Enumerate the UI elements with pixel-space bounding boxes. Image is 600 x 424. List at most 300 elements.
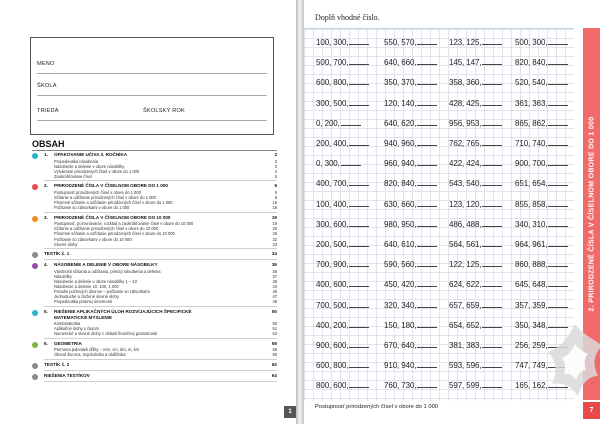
- sequence-numbers: 150, 180,: [384, 320, 417, 330]
- answer-blank[interactable]: [482, 99, 502, 106]
- sequence-numbers: 980, 950,: [384, 219, 417, 229]
- section-number: 2.: [44, 183, 48, 189]
- answer-blank[interactable]: [417, 179, 437, 186]
- sequence-numbers: 357, 359,: [515, 300, 548, 310]
- answer-blank[interactable]: [482, 139, 502, 146]
- sequence-exercise: [384, 280, 437, 289]
- sequence-numbers: 381, 383,: [449, 341, 482, 350]
- answer-blank[interactable]: [482, 260, 502, 267]
- answer-blank[interactable]: [349, 301, 369, 308]
- answer-blank[interactable]: [548, 179, 568, 186]
- sequence-exercise: [384, 58, 437, 67]
- answer-blank[interactable]: [548, 139, 568, 146]
- answer-blank[interactable]: [548, 99, 568, 106]
- sequence-exercise: [449, 341, 502, 350]
- toc-item-page: 43: [272, 284, 277, 290]
- sequence-numbers: 400, 700,: [316, 179, 349, 189]
- toc-item-page: 47: [272, 294, 277, 300]
- toc-item-label: Slovné úlohy: [54, 241, 78, 247]
- answer-blank[interactable]: [349, 38, 369, 45]
- page-number-right: 7: [583, 402, 600, 419]
- toc-item-label: Písomné sčítanie a odčítanie prirodzených čísel v obore do 10 000: [54, 231, 175, 237]
- answer-blank[interactable]: [417, 139, 437, 146]
- sequence-numbers: 860, 888,: [515, 260, 548, 270]
- sequence-exercise: [384, 301, 437, 310]
- sequence-numbers: 630, 660,: [384, 199, 417, 209]
- section-title: RIEŠENIE APLIKAČNÝCH ÚLOH ROZVÍJAJÚCICH ŠPECIFICKÉ MATEMATICKÉ MYSLENIE: [54, 309, 192, 320]
- sequence-exercise: [449, 139, 502, 148]
- watermark-stamp-icon: [544, 318, 600, 402]
- sequence-numbers: 910, 940,: [384, 361, 417, 371]
- sequence-exercise: [384, 381, 437, 390]
- sequence-exercise: [316, 139, 369, 148]
- sequence-numbers: 964, 961,: [515, 240, 548, 249]
- section-page: 64: [271, 373, 277, 378]
- answer-blank[interactable]: [349, 139, 369, 146]
- toc-item-label: Jednoduché a zložené slovné úlohy: [54, 294, 119, 300]
- book-spine: [296, 0, 304, 424]
- answer-blank[interactable]: [349, 321, 369, 328]
- page-footer: Postupnosť prirodzených čísel v obore do 1 000: [315, 404, 439, 410]
- sequence-numbers: 640, 610,: [384, 240, 417, 249]
- answer-blank[interactable]: [482, 321, 502, 328]
- answer-blank[interactable]: [341, 159, 361, 166]
- answer-blank[interactable]: [548, 240, 568, 247]
- section-divider: [44, 180, 277, 181]
- sequence-numbers: 0, 200,: [316, 118, 340, 128]
- answer-blank[interactable]: [482, 179, 502, 186]
- toc-item: [54, 174, 277, 179]
- answer-blank[interactable]: [417, 341, 437, 348]
- sequence-exercise: [449, 381, 502, 390]
- sequence-numbers: 340, 310,: [515, 219, 548, 229]
- answer-blank[interactable]: [417, 321, 437, 328]
- answer-blank[interactable]: [417, 200, 437, 207]
- answer-blank[interactable]: [417, 280, 437, 287]
- sequence-numbers: 200, 500,: [316, 240, 349, 249]
- toc-item-label: Aplikačné úlohy s časom: [54, 326, 100, 332]
- toc-item-page: 19: [272, 221, 277, 227]
- answer-blank[interactable]: [482, 240, 502, 247]
- answer-blank[interactable]: [482, 361, 502, 368]
- sequence-exercise: [515, 78, 568, 87]
- toc-item-label: Násobenie a delenie 10, 100, 1 000: [54, 284, 119, 290]
- toc-item-page: 38: [272, 278, 277, 284]
- answer-blank[interactable]: [417, 260, 437, 267]
- section-number: 3.: [44, 214, 48, 220]
- sequence-exercise: [449, 240, 502, 249]
- section-dot-icon: [32, 342, 38, 348]
- name-field-line: [37, 73, 267, 74]
- sequence-numbers: 486, 488,: [449, 219, 482, 229]
- sequence-numbers: 100, 300,: [316, 38, 349, 47]
- answer-blank[interactable]: [548, 119, 568, 126]
- answer-blank[interactable]: [482, 301, 502, 308]
- answer-blank[interactable]: [482, 280, 502, 287]
- left-page: [0, 0, 296, 424]
- sequence-exercise: [316, 159, 361, 168]
- toc-item-page: 5: [274, 173, 277, 179]
- section-dot-icon: [32, 263, 38, 269]
- section-divider: [44, 370, 277, 371]
- section-page: 34: [271, 251, 277, 257]
- section-divider: [44, 248, 277, 249]
- sequence-exercise: [316, 280, 369, 289]
- toc-item-label: Obvod štvorca, trojuholníka a obdĺžnika: [54, 352, 126, 358]
- sequence-numbers: 600, 800,: [316, 361, 349, 371]
- student-info-box: [30, 37, 274, 135]
- sequence-numbers: 700, 900,: [316, 260, 349, 270]
- sequence-exercise: [449, 260, 502, 269]
- sequence-exercise: [515, 139, 568, 148]
- sequence-exercise: [384, 220, 437, 229]
- section-number: 6.: [44, 340, 48, 346]
- sequence-exercise: [449, 301, 502, 310]
- section-dot-icon: [32, 252, 38, 258]
- sequence-numbers: 122, 125,: [449, 260, 482, 270]
- toc-item-label: Postupnosť, porovnávanie, rozklad a zaokrúhľovanie čísel v obore do 10 000: [54, 221, 194, 227]
- toc-item-label: Premena jednotiek dĺžky – mm, cm, dm, m, km: [54, 347, 140, 353]
- sequence-exercise: [316, 58, 369, 67]
- sequence-numbers: 900, 700,: [515, 159, 548, 169]
- section-divider: [44, 338, 277, 339]
- toc-item-page: 6: [274, 189, 277, 195]
- toc-item-page: 33: [272, 241, 277, 247]
- answer-blank[interactable]: [349, 260, 369, 267]
- sequence-exercise: [449, 159, 502, 168]
- answer-blank[interactable]: [417, 240, 437, 247]
- sequence-numbers: 855, 858,: [515, 199, 548, 209]
- sequence-exercise: [449, 280, 502, 289]
- sequence-exercise: [515, 280, 568, 289]
- sequence-exercise: [316, 361, 369, 370]
- sequence-numbers: 593, 596,: [449, 361, 482, 371]
- answer-blank[interactable]: [417, 381, 437, 388]
- sequence-numbers: 400, 200,: [316, 320, 349, 330]
- answer-blank[interactable]: [349, 99, 369, 106]
- sequence-exercise: [384, 341, 437, 350]
- answer-blank[interactable]: [482, 159, 502, 166]
- sequence-exercise: [384, 159, 437, 168]
- sequence-numbers: 361, 363,: [515, 98, 548, 108]
- answer-blank[interactable]: [349, 240, 369, 247]
- sequence-numbers: 358, 360,: [449, 78, 482, 88]
- toc-item-label: Počítanie so zátvorkami v obore do 1 000: [54, 205, 130, 211]
- toc-item: [54, 331, 277, 336]
- toc-item-page: 59: [272, 352, 277, 358]
- sequence-numbers: 450, 420,: [384, 280, 417, 290]
- toc-item-label: Násobenie a delenie v obore násobilky: [54, 163, 125, 169]
- sequence-numbers: 940, 960,: [384, 139, 417, 148]
- sequence-exercise: [449, 99, 502, 108]
- sequence-exercise: [515, 301, 568, 310]
- sequence-exercise: [316, 119, 361, 128]
- toc-item-page: 15: [272, 200, 277, 206]
- section-dot-icon: [32, 216, 38, 222]
- section-divider: [44, 259, 277, 260]
- section-number: 4.: [44, 262, 48, 268]
- sequence-exercise: [384, 200, 437, 209]
- answer-blank[interactable]: [349, 58, 369, 65]
- toc-item-page: 32: [272, 236, 277, 242]
- sequence-numbers: 700, 500,: [316, 300, 349, 310]
- toc-item-label: Sčítanie a odčítanie prirodzených čísel v obore do 1 000: [54, 194, 156, 200]
- section-divider: [44, 212, 277, 213]
- toc-item-label: Vlastnosti sčítania a odčítania, princíp násobenia a delenia: [54, 268, 161, 274]
- sequence-numbers: 645, 648,: [515, 280, 548, 290]
- sequence-exercise: [449, 321, 502, 330]
- section-page: 19: [271, 214, 277, 220]
- sequence-exercise: [316, 341, 369, 350]
- sequence-exercise: [449, 58, 502, 67]
- sequence-numbers: 350, 348,: [515, 320, 548, 330]
- toc-item: [54, 352, 277, 357]
- sequence-numbers: 256, 259,: [515, 341, 548, 350]
- sequence-numbers: 165, 162,: [515, 381, 548, 391]
- sequence-numbers: 564, 561,: [449, 240, 482, 249]
- sequence-exercise: [316, 301, 369, 310]
- answer-blank[interactable]: [417, 220, 437, 227]
- class-field-line: [37, 120, 267, 121]
- sequence-numbers: 590, 560,: [384, 260, 417, 270]
- answer-blank[interactable]: [482, 200, 502, 207]
- page-number-left: 1: [284, 406, 296, 418]
- sequence-exercise: [515, 179, 568, 188]
- sequence-numbers: 800, 600,: [316, 381, 349, 391]
- section-dot-icon: [32, 374, 38, 380]
- toc-item-page: 29: [272, 231, 277, 237]
- sequence-numbers: 670, 640,: [384, 341, 417, 350]
- toc-item-label: Poradie počtových úkonov – počítanie so zátvorkami: [54, 289, 150, 295]
- answer-blank[interactable]: [482, 119, 502, 126]
- sequence-numbers: 320, 340,: [384, 300, 417, 310]
- section-divider: [44, 306, 277, 307]
- toc-item: [54, 299, 277, 304]
- toc-item-page: 18: [272, 205, 277, 211]
- toc-item-page: 45: [272, 289, 277, 295]
- answer-blank[interactable]: [341, 119, 361, 126]
- answer-blank[interactable]: [417, 159, 437, 166]
- school-year-field-label: ŠKOLSKÝ ROK: [143, 108, 185, 114]
- section-title: NÁSOBENIE A DELENIE V OBORE NÁSOBILKY: [54, 262, 158, 268]
- toc-item-page: 2: [274, 158, 277, 164]
- sequence-exercise: [515, 159, 568, 168]
- answer-blank[interactable]: [417, 119, 437, 126]
- sequence-exercise: [384, 361, 437, 370]
- sequence-numbers: 640, 660,: [384, 58, 417, 68]
- sequence-exercise: [316, 220, 369, 229]
- answer-blank[interactable]: [548, 280, 568, 287]
- answer-blank[interactable]: [548, 159, 568, 166]
- answer-blank[interactable]: [548, 78, 568, 85]
- sequence-numbers: 820, 840,: [515, 58, 548, 68]
- sequence-numbers: 960, 940,: [384, 159, 417, 169]
- sequence-exercise: [449, 220, 502, 229]
- sequence-numbers: 100, 400,: [316, 199, 349, 209]
- sequence-numbers: 865, 862,: [515, 118, 548, 128]
- section-title: PRIRODZENÉ ČÍSLA V ČÍSELNOM OBORE DO 1 000: [54, 183, 168, 189]
- answer-blank[interactable]: [349, 381, 369, 388]
- sequence-exercise: [515, 260, 568, 269]
- toc-item-page: 25: [272, 226, 277, 232]
- section-title: TESTÍK č. 1: [44, 251, 70, 257]
- sequence-exercise: [316, 38, 369, 47]
- answer-blank[interactable]: [349, 280, 369, 287]
- answer-blank[interactable]: [548, 301, 568, 308]
- sequence-exercise: [449, 361, 502, 370]
- sequence-exercise: [515, 220, 568, 229]
- sequence-exercise: [316, 381, 369, 390]
- sequence-exercise: [384, 38, 437, 47]
- answer-blank[interactable]: [482, 38, 502, 45]
- answer-blank[interactable]: [349, 341, 369, 348]
- sequence-numbers: 640, 620,: [384, 118, 417, 128]
- answer-blank[interactable]: [349, 220, 369, 227]
- answer-blank[interactable]: [417, 361, 437, 368]
- toc-item-label: Zaokrúhľovanie čísel: [54, 173, 92, 179]
- toc-item-label: Kombinatorika: [54, 321, 81, 326]
- toc-item-page: 3: [274, 163, 277, 169]
- toc-item-page: 53: [272, 331, 277, 337]
- toc-item-page: 37: [272, 273, 277, 279]
- answer-blank[interactable]: [482, 220, 502, 227]
- toc-title: OBSAH: [32, 139, 65, 149]
- toc-item-label: Násobilky: [54, 273, 72, 279]
- section-page: 50: [271, 309, 277, 314]
- sequence-exercise: [515, 200, 568, 209]
- sequence-numbers: 0, 300,: [316, 159, 340, 169]
- answer-blank[interactable]: [548, 200, 568, 207]
- sequence-exercise: [384, 260, 437, 269]
- sequence-exercise: [515, 119, 568, 128]
- toc-item-label: Sčítanie a odčítanie prirodzených čísel v obore do 10 000: [54, 226, 159, 232]
- answer-blank[interactable]: [482, 341, 502, 348]
- answer-blank[interactable]: [417, 78, 437, 85]
- section-dot-icon: [32, 153, 38, 159]
- section-divider: [44, 381, 277, 382]
- toc-item-page: 48: [272, 299, 277, 305]
- answer-blank[interactable]: [482, 58, 502, 65]
- sequence-exercise: [515, 240, 568, 249]
- sequence-exercise: [384, 240, 437, 249]
- sequence-exercise: [449, 38, 502, 47]
- toc-item-page: 50: [272, 321, 277, 326]
- toc-item-label: Počítanie so zátvorkami v obore do 10 000: [54, 236, 132, 242]
- sequence-exercise: [449, 179, 502, 188]
- answer-blank[interactable]: [482, 381, 502, 388]
- answer-blank[interactable]: [548, 58, 568, 65]
- sequence-exercise: [316, 179, 369, 188]
- section-page: 62: [271, 362, 277, 367]
- sequence-exercise: [515, 58, 568, 67]
- toc-item-page: 8: [274, 194, 277, 200]
- sequence-exercise: [449, 78, 502, 87]
- answer-blank[interactable]: [417, 38, 437, 45]
- sequence-exercise: [316, 200, 369, 209]
- answer-blank[interactable]: [548, 260, 568, 267]
- section-dot-icon: [32, 184, 38, 190]
- sequence-numbers: 145, 147,: [449, 58, 482, 68]
- sequence-exercise: [316, 321, 369, 330]
- toc-item-label: Propedeutika priamej úmernosti: [54, 299, 112, 305]
- answer-blank[interactable]: [548, 220, 568, 227]
- section-title: PRIRODZENÉ ČÍSLA V ČÍSELNOM OBORE DO 10 000: [54, 214, 171, 220]
- section-divider: [44, 359, 277, 360]
- toc-item: [54, 205, 277, 210]
- sequence-exercise: [449, 119, 502, 128]
- section-dot-icon: [32, 363, 38, 369]
- toc-item-label: Vytváranie prirodzených čísel v obore do 1 000: [54, 168, 140, 174]
- class-field-label: TRIEDA: [37, 108, 59, 114]
- exercise-grid: [304, 28, 574, 401]
- sequence-numbers: 760, 730,: [384, 381, 417, 391]
- answer-blank[interactable]: [417, 99, 437, 106]
- sequence-numbers: 710, 740,: [515, 139, 548, 148]
- section-page: 2: [274, 152, 277, 157]
- answer-blank[interactable]: [417, 301, 437, 308]
- toc-item-label: Písomné sčítanie a odčítanie prirodzených čísel v obore do 1 000: [54, 200, 173, 206]
- sequence-exercise: [316, 240, 369, 249]
- section-title: RIEŠENIA TESTÍKOV: [44, 373, 90, 378]
- toc-item-page: 36: [272, 268, 277, 274]
- sequence-exercise: [384, 179, 437, 188]
- sequence-numbers: 597, 599,: [449, 381, 482, 391]
- answer-blank[interactable]: [349, 179, 369, 186]
- sequence-numbers: 520, 540,: [515, 78, 548, 88]
- answer-blank[interactable]: [417, 58, 437, 65]
- sequence-exercise: [515, 38, 568, 47]
- sequence-numbers: 500, 300,: [515, 38, 548, 47]
- toc-item-page: 4: [274, 168, 277, 174]
- answer-blank[interactable]: [548, 38, 568, 45]
- right-page: [304, 0, 600, 424]
- sequence-numbers: 900, 600,: [316, 341, 349, 350]
- answer-blank[interactable]: [349, 200, 369, 207]
- section-number: 1.: [44, 152, 48, 157]
- sequence-numbers: 400, 600,: [316, 280, 349, 290]
- sequence-exercise: [316, 78, 369, 87]
- sequence-numbers: 543, 540,: [449, 179, 482, 189]
- sequence-exercise: [384, 139, 437, 148]
- toc-item-label: Propedeutika násobenia: [54, 158, 99, 164]
- toc-item-label: Numerické a slovné úlohy z oblasti finančnej gramotnosti: [54, 331, 158, 337]
- school-field-line: [37, 95, 267, 96]
- sequence-numbers: 747, 749,: [515, 361, 548, 371]
- chapter-sidebar-title: 2. PRIRODZENÉ ČÍSLA V ČÍSELNOM OBORE DO 1 000: [588, 116, 596, 312]
- sequence-numbers: 657, 659,: [449, 300, 482, 310]
- toc-item: [54, 242, 277, 247]
- sequence-exercise: [316, 260, 369, 269]
- answer-blank[interactable]: [482, 78, 502, 85]
- sequence-numbers: 123, 125,: [449, 38, 482, 47]
- sequence-numbers: 120, 140,: [384, 98, 417, 108]
- sequence-exercise: [515, 99, 568, 108]
- toc-item-page: 55: [272, 347, 277, 353]
- answer-blank[interactable]: [349, 78, 369, 85]
- section-page: 6: [274, 183, 277, 189]
- sequence-exercise: [384, 119, 437, 128]
- toc-divider: [32, 150, 277, 151]
- section-title: TESTÍK č. 2: [44, 362, 70, 367]
- sequence-numbers: 123, 120,: [449, 199, 482, 209]
- sequence-numbers: 762, 765,: [449, 139, 482, 148]
- answer-blank[interactable]: [349, 361, 369, 368]
- sequence-numbers: 651, 654,: [515, 179, 548, 189]
- sequence-exercise: [384, 78, 437, 87]
- toc-item-label: Postupnosť prirodzených čísel v obore do 1 000: [54, 189, 141, 195]
- sequence-exercise: [384, 321, 437, 330]
- sequence-numbers: 428, 425,: [449, 98, 482, 108]
